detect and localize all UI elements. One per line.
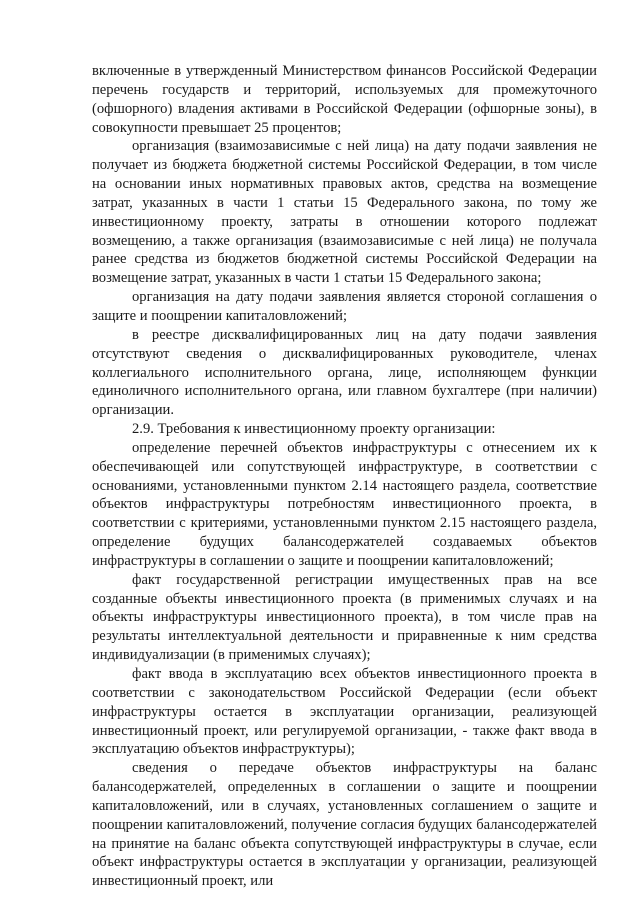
paragraph-offshore-share: включенные в утвержденный Министерством финансов Российской Федерации перечень государств и территорий, используемых для промежуточного (офшорного) владения активами в Российской Федерации (офшорные зоны), в совокупности превышает 25 процентов; xyxy=(92,63,597,136)
paragraph-infrastructure-lists: определение перечней объектов инфраструктуры с отнесением их к обеспечивающей или сопутствующей инфраструктуре, в соответствии с основаниями, установленными пунктом 2.14 настоящего раздела, соответствие объектов инфраструктуры потребностям инвестиционного проекта, в соответствии с критериями, установленными пунктом 2.15 настоящего раздела, определение будущих балансодержателей создаваемых объектов инфраструктуры в соглашении о защите и поощрении капиталовложений; xyxy=(92,439,597,569)
paragraph-investment-agreement-party: организация на дату подачи заявления является стороной соглашения о защите и поощрении капиталовложений; xyxy=(92,289,597,324)
paragraph-no-budget-funds: организация (взаимозависимые с ней лица) на дату подачи заявления не получает из бюджета бюджетной системы Российской Федерации, в том числе на основании иных нормативных правовых актов, средства на возмещение затрат, указанных в части 1 статьи 15 Федерального закона, по тому же инвестиционному проекту, затраты в отношении которого подлежат возмещению, а также организация (взаимозависимые с ней лица) не получала ранее средства из бюджетов бюджетной системы Российской Федерации на возмещение затрат, указанных в части 1 статьи 15 Федерального закона; xyxy=(92,138,597,287)
paragraph-balance-transfer: сведения о передаче объектов инфраструктуры на баланс балансодержателей, определенных в соглашении о защите и поощрении капиталовложений, или в случаях, установленных соглашением о защите и поощрении капиталовложений, получение согласия будущих балансодержателей на принятие на баланс объекта сопутствующей инфраструктуры в случае, если объект инфраструктуры остается в эксплуатации у организации, реализующей инвестиционный проект, или xyxy=(92,760,597,890)
paragraph-state-registration: факт государственной регистрации имущественных прав на все созданные объекты инвестиционного проекта (в применимых случаях и на объекты инфраструктуры инвестиционного проекта), в том числе прав на результаты интеллектуальной деятельности и приравненные к ним средства индивидуализации (в применимых случаях); xyxy=(92,571,597,664)
document-page xyxy=(92,62,597,891)
section-heading-2-9: 2.9. Требования к инвестиционному проекту организации: xyxy=(132,421,496,438)
paragraph-disqualified-persons: в реестре дисквалифицированных лиц на дату подачи заявления отсутствуют сведения о дисквалифицированных руководителе, членах коллегиального исполнительного органа, лице, исполняющем функции единоличного исполнительного органа, или главном бухгалтере (при наличии) организации. xyxy=(92,326,597,419)
paragraph-commissioning: факт ввода в эксплуатацию всех объектов инвестиционного проекта в соответствии с законодательством Российской Федерации (если объект инфраструктуры остается в эксплуатации организации, реализующей инвестиционный проект, или регулируемой организации, - также факт ввода в эксплуатацию объектов инфраструктуры); xyxy=(92,666,597,758)
